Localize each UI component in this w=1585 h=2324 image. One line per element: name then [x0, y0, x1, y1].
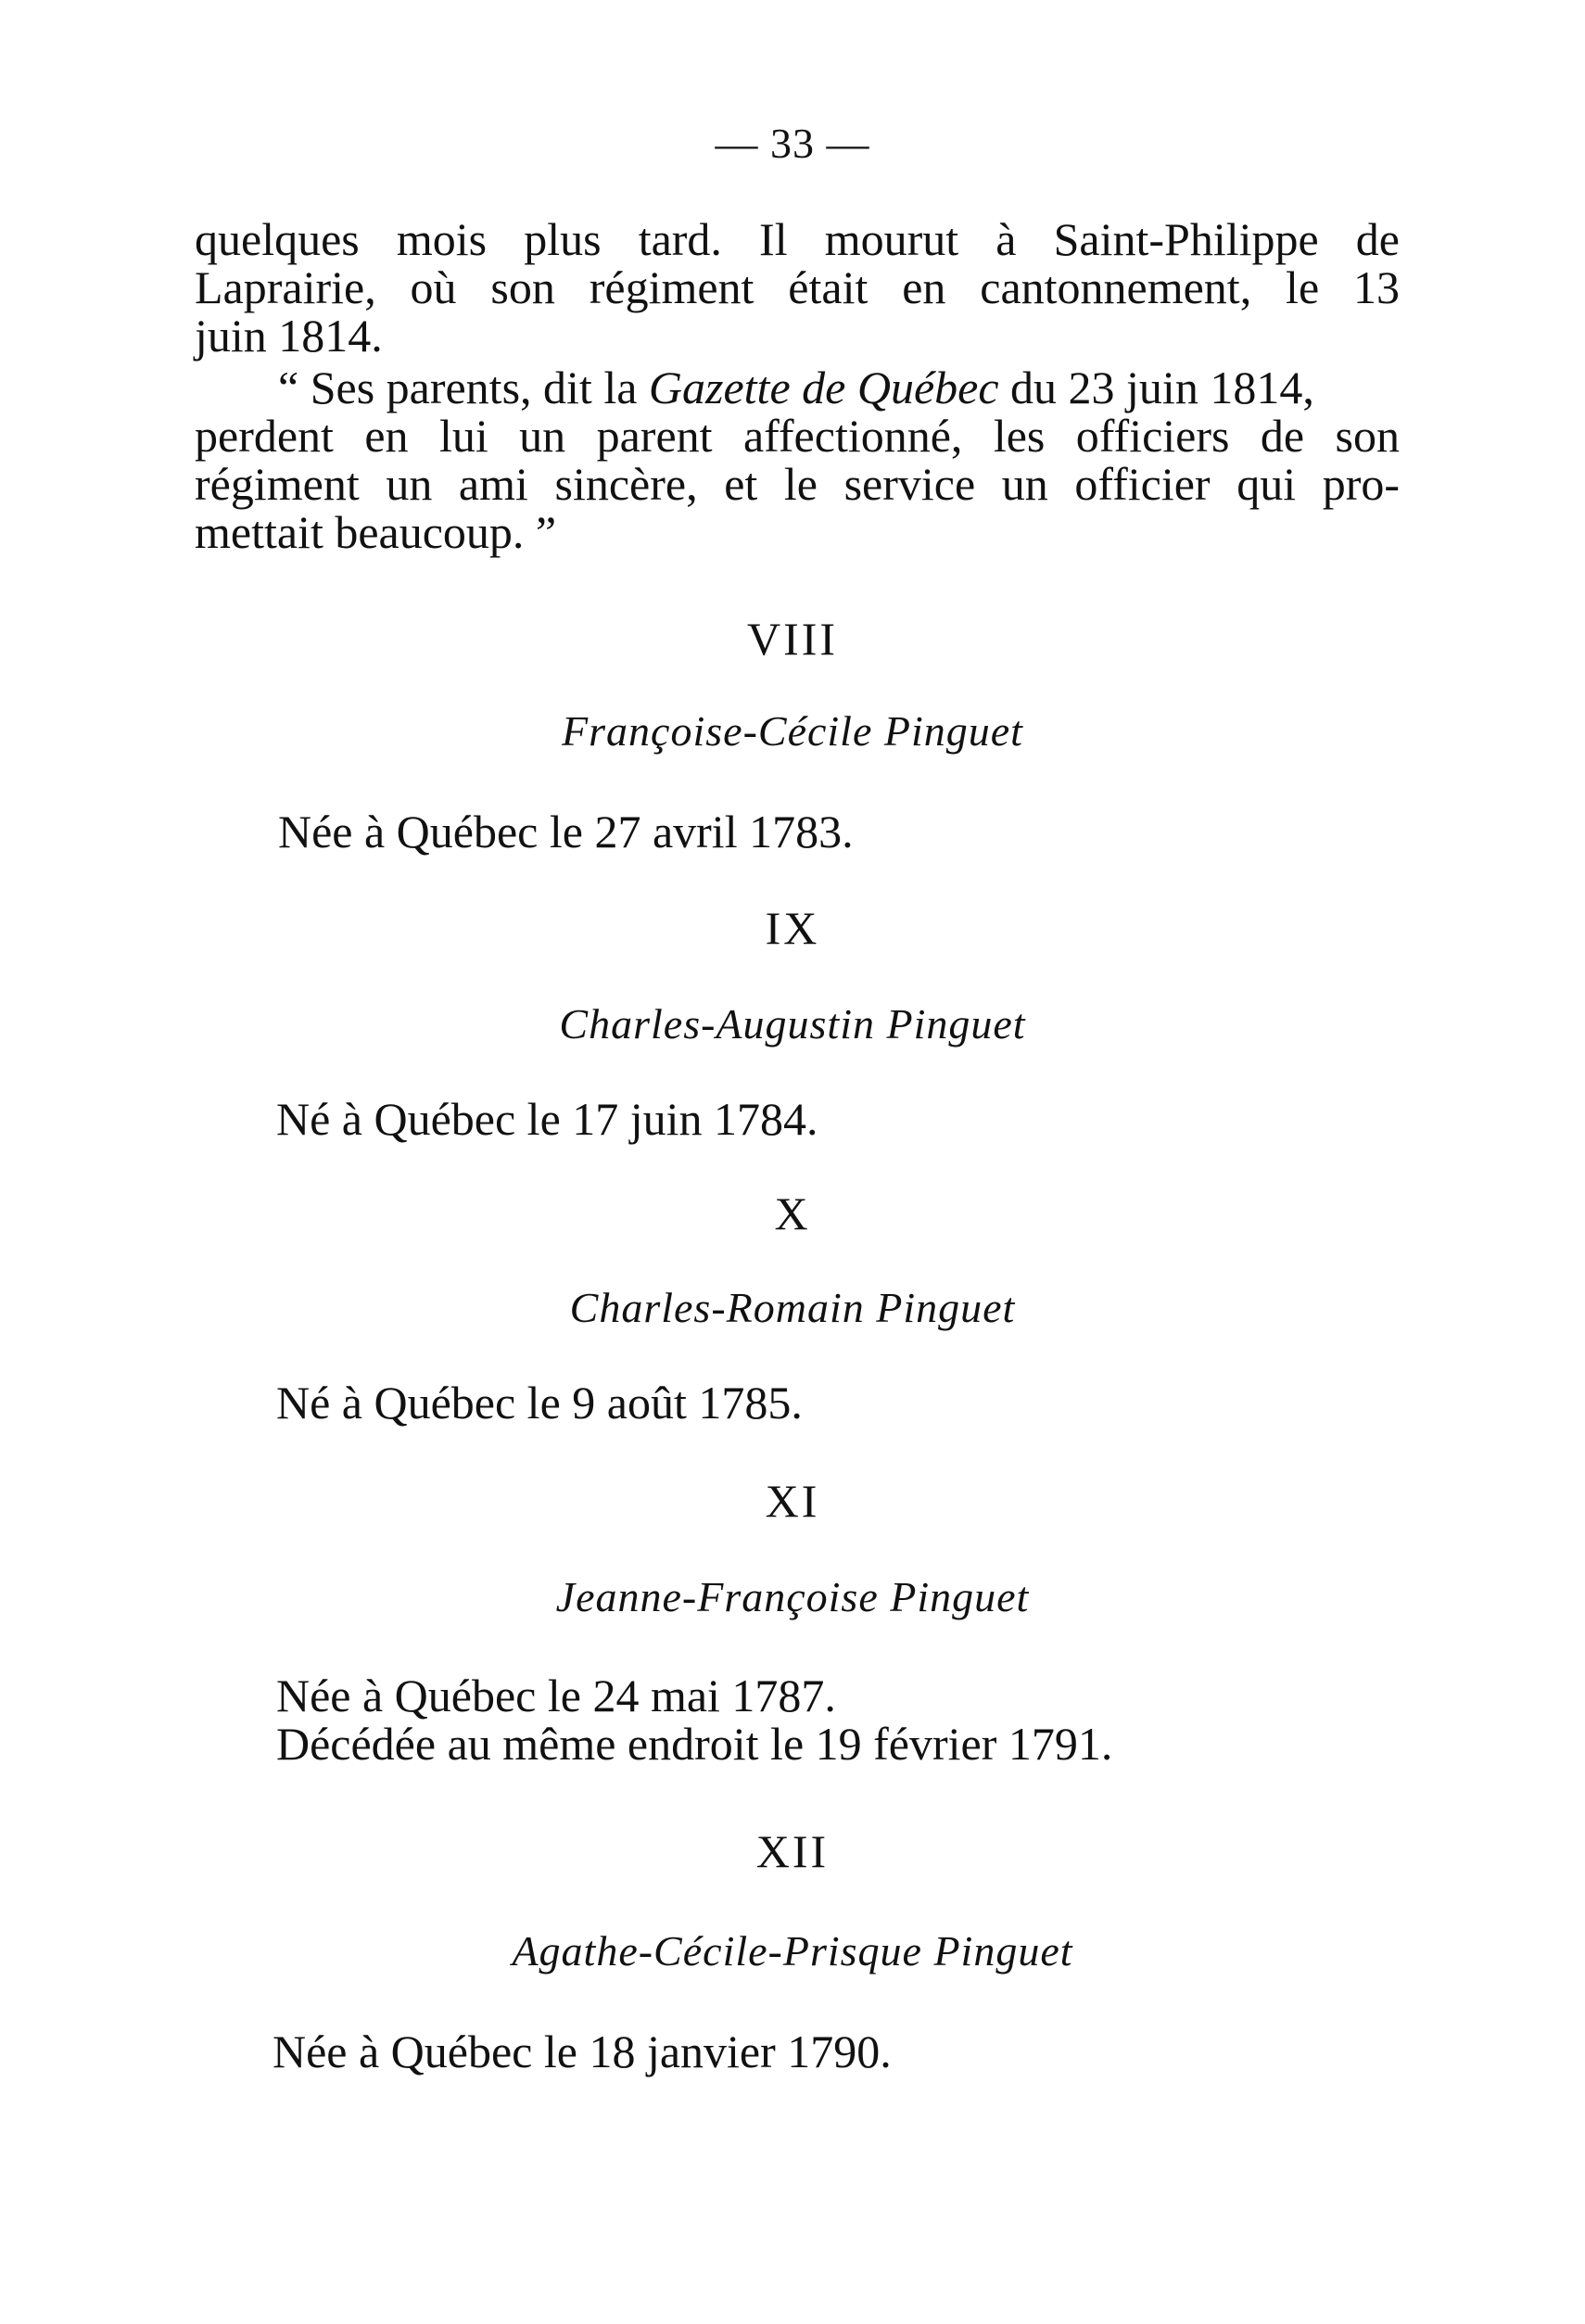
opening-paragraph — [195, 215, 1400, 360]
page-number: — 33 — — [715, 120, 870, 167]
paragraph-line: régiment un ami sincère, et le service un officier qui pro- — [195, 458, 1400, 510]
entry-detail: Né à Québec le 17 juin 1784. — [276, 1093, 818, 1145]
quote-text: “ Ses parents, dit la — [278, 362, 649, 413]
paragraph-line: juin 1814. — [195, 310, 383, 362]
person-name: Charles-Augustin Pinguet — [559, 1000, 1026, 1048]
section-numeral: VIII — [746, 613, 839, 665]
entry-detail: Née à Québec le 27 avril 1783. — [278, 806, 854, 857]
person-name: Charles-Romain Pinguet — [569, 1284, 1016, 1331]
section-numeral: IX — [765, 902, 820, 954]
paragraph-line: mettait beaucoup. ” — [195, 506, 557, 558]
quote-text: du 23 juin 1814, — [998, 362, 1314, 413]
person-name: Françoise-Cécile Pinguet — [562, 707, 1023, 755]
person-name: Agathe-Cécile-Prisque Pinguet — [512, 1927, 1073, 1975]
entry-detail: Née à Québec le 24 mai 1787. — [276, 1670, 836, 1721]
paragraph-line: Laprairie, où son régiment était en cantonnement, le 13 — [195, 261, 1400, 313]
section-numeral: X — [774, 1187, 811, 1239]
entry-detail: Née à Québec le 18 janvier 1790. — [273, 2026, 892, 2077]
entry-detail: Décédée au même endroit le 19 février 1791. — [276, 1718, 1113, 1770]
section-numeral: XI — [765, 1475, 820, 1527]
quote-paragraph — [195, 363, 1400, 556]
person-name: Jeanne-Françoise Pinguet — [555, 1573, 1030, 1620]
paragraph-line — [195, 363, 1400, 412]
paragraph-line: perdent en lui un parent affectionné, les officiers de son — [195, 410, 1400, 462]
entry-detail: Né à Québec le 9 août 1785. — [276, 1377, 803, 1429]
newspaper-title: Gazette de Québec — [648, 362, 999, 413]
section-numeral: XII — [755, 1825, 830, 1877]
paragraph-line: quelques mois plus tard. Il mourut à Saint-Philippe de — [195, 213, 1400, 265]
